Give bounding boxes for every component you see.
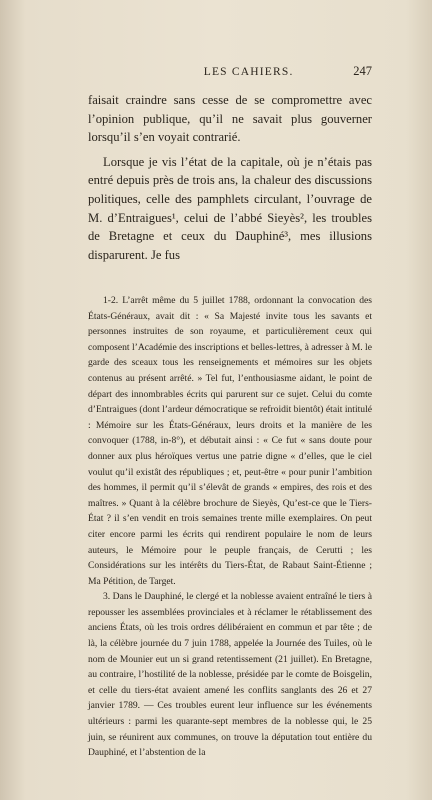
- body-paragraph-1: faisait craindre sans cesse de se compromettre avec l’opinion publique, qu’il ne savait plus gouverner lorsqu’il s’en voyait contrarié.: [88, 93, 372, 145]
- page-number: 247: [353, 64, 372, 78]
- body-paragraph-2: Lorsque je vis l’état de la capitale, où je n’étais pas entré depuis près de trois ans, la chaleur des discussions politiques, celle des pamphlets circulant, l’ouvrage de M. d’Entraigues¹, celui de l’abbé Sieyès², les troubles de Bretagne et ceux du Dauphiné³, mes illusions disparurent. Je fus: [88, 154, 372, 262]
- footnotes: [88, 293, 372, 761]
- page-header: [88, 64, 372, 79]
- main-text: [88, 91, 372, 264]
- running-title: LES CAHIERS.: [203, 66, 294, 78]
- footnote-3: 3. Dans le Dauphiné, le clergé et la noblesse avaient entraîné le tiers à repousser les assemblées provinciales et à réclamer le rétablissement des anciens États, où les trois ordres délibéraient en commun et par tête ; de là, la célèbre journée du 7 juin 1788, appelée la Journée des Tuiles, où le nom de Mounier eut un si grand retentissement (21 juillet). En Bretagne, au contraire, l’hostilité de la noblesse, présidée par le comte de Boisgelin, et celle du tiers-état avaient amené les conflits sanglants des 26 et 27 janvier 1789. — Ces troubles eurent leur influence sur les événements ultérieurs : parmi les quarante-sept membres de la noblesse qui, le 25 juin, se réunirent aux communes, on trouve la députation tout entière du Dauphiné, et l’abstention de la: [88, 591, 372, 759]
- footnote-1-2: 1-2. L’arrêt même du 5 juillet 1788, ordonnant la convocation des États-Généraux, avait dit : « Sa Majesté invite tous les savants et personnes instruites de son royaume, et particulièrement ceux qui composent l’Académie des inscriptions et belles-lettres, à adresser à M. le garde des sceaux tous les renseignements et mémoires sur les objets contenus au présent arrêté. » Tel fut, l’enthousiasme aidant, le point de départ des innombrables écrits qui parurent sur ce sujet. Celui du comte d’Entraigues (dont l’ardeur démocratique se refroidit bientôt) était intitulé : Mémoire sur les États-Généraux, leurs droits et la manière de les convoquer (1788, in-8°), et débutait ainsi : « Ce fut « sans doute pour donner aux plus héroïques vertus une patrie digne « d’elles, que le ciel voulut qu’il existât des républiques ; et, peut-être « pour punir l’ambition des hommes, il permit qu’il s’élevât de grands « empires, des rois et des maîtres. » Quant à la célèbre brochure de Sieyès, Qu’est-ce que le Tiers-État ? il s’en vendit en trois semaines trente mille exemplaires. On peut citer encore parmi les écrits qui rendirent populaire le nom de leurs auteurs, le Mémoire pour le peuple français, de Cerutti ; les Considérations sur les intérêts du Tiers-État, de Rabaut Saint-Étienne ; Ma Pétition, de Target.: [88, 295, 372, 587]
